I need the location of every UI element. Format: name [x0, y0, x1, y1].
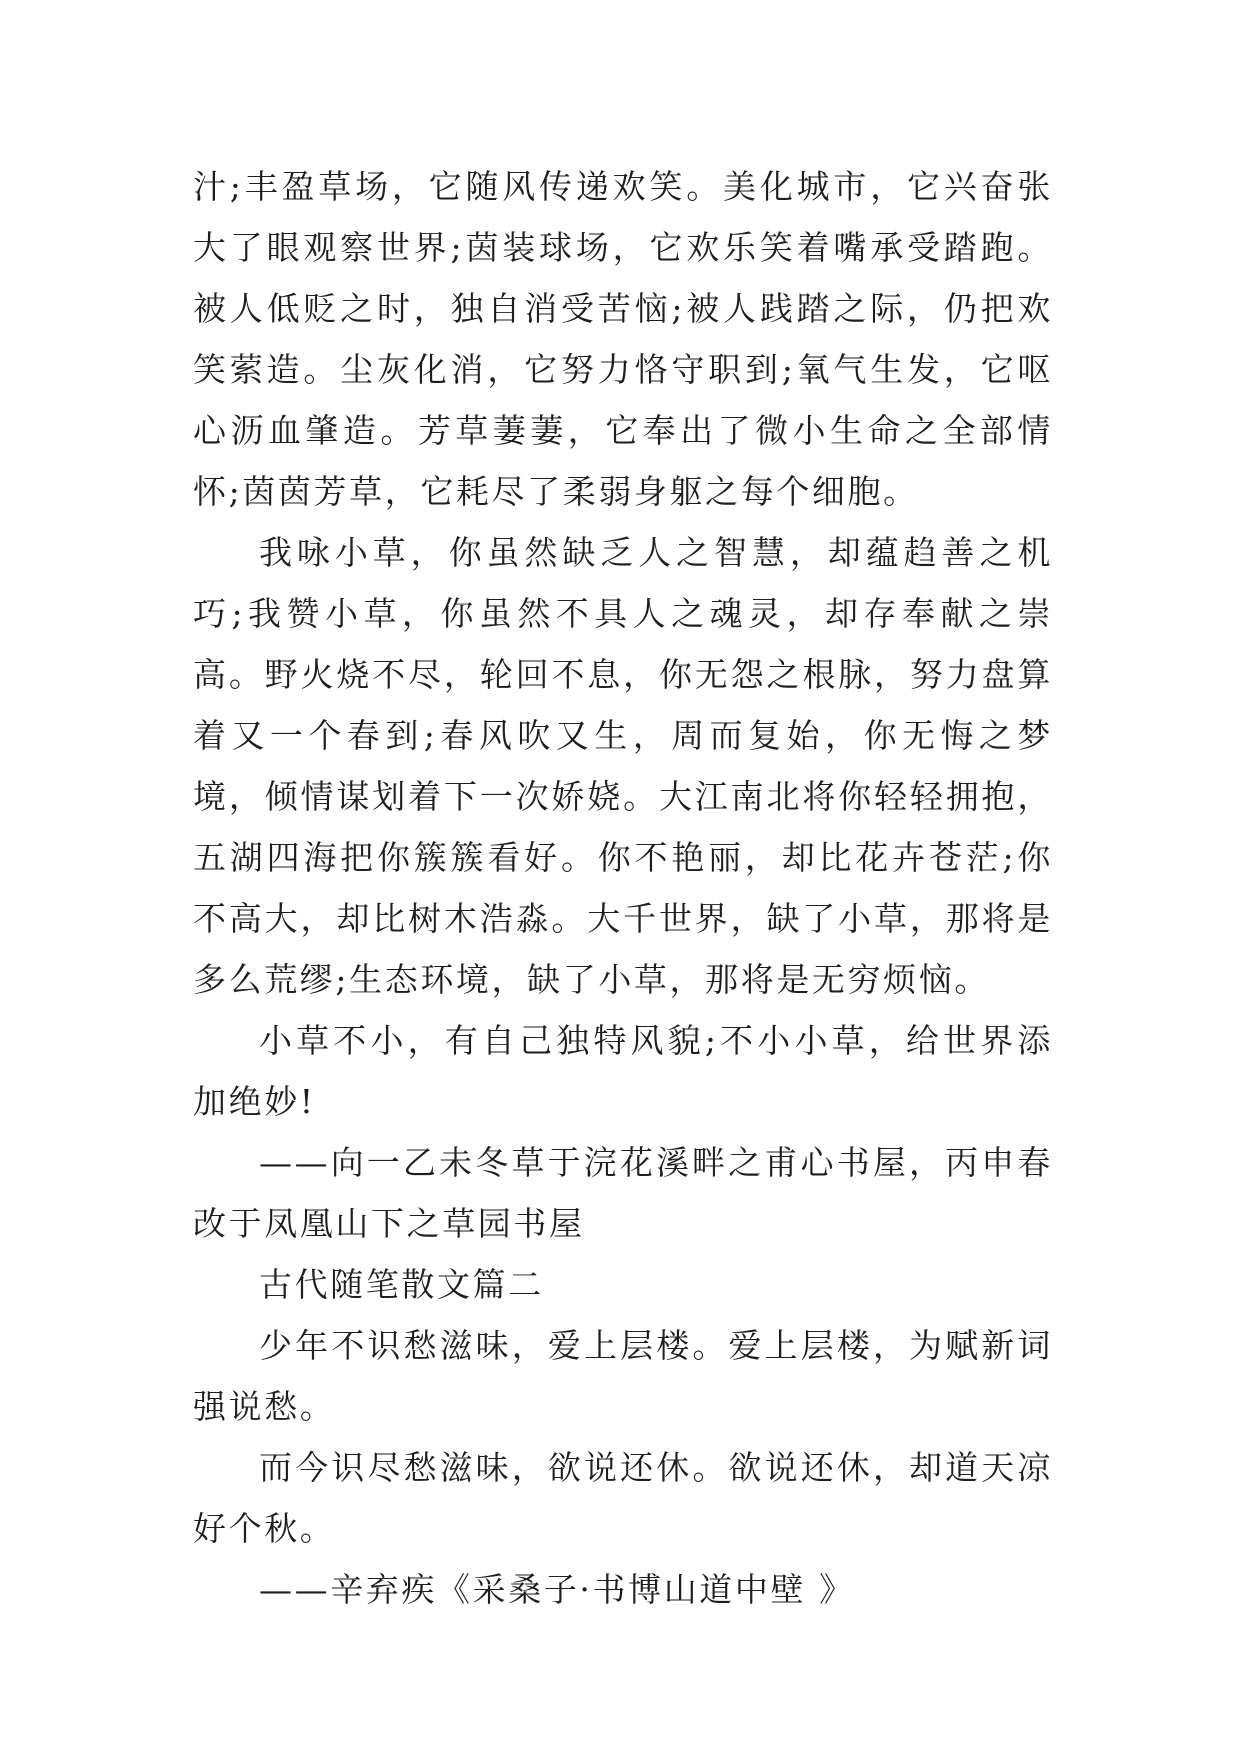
- paragraph-grass-continuation: 汁;丰盈草场，它随风传递欢笑。美化城市，它兴奋张大了眼观察世界;茵装球场，它欢乐笑着嘴承受踏跑。被人低贬之时，独自消受苦恼;被人践踏之际，仍把欢笑萦造。尘灰化消，它努力恪守职到;氧气生发，它呕心沥血肇造。芳草萋萋，它奉出了微小生命之全部情怀;茵茵芳草，它耗尽了柔弱身躯之每个细胞。: [193, 167, 1053, 511]
- poem-stanza-one: 少年不识愁滋味，爱上层楼。爱上层楼，为赋新词强说愁。: [193, 1326, 1053, 1426]
- document-body: [193, 156, 1053, 1620]
- poem-stanza-two: 而今识尽愁滋味，欲说还休。欲说还休，却道天凉好个秋。: [193, 1448, 1053, 1548]
- section-heading-part-two: 古代随笔散文篇二: [259, 1265, 544, 1304]
- paragraph-praise-grass: 我咏小草，你虽然缺乏人之智慧，却蕴趋善之机巧;我赞小草，你虽然不具人之魂灵，却存奉献之崇高。野火烧不尽，轮回不息，你无怨之根脉，努力盘算着又一个春到;春风吹又生，周而复始，你无悔之梦境，倾情谋划着下一次娇娆。大江南北将你轻轻拥抱，五湖四海把你簇簇看好。你不艳丽，却比花卉苍茫;你不高大，却比树木浩淼。大千世界，缺了小草，那将是多么荒缪;生态环境，缺了小草，那将是无穷烦恼。: [193, 533, 1053, 999]
- author-signature-line: ——向一乙未冬草于浣花溪畔之甫心书屋，丙申春改于凤凰山下之草园书屋: [193, 1143, 1053, 1243]
- paragraph-grass-conclusion: 小草不小，有自己独特风貌;不小小草，给世界添加绝妙!: [193, 1021, 1053, 1121]
- poem-attribution: ——辛弃疾《采桑子·书博山道中壁 》: [259, 1570, 855, 1609]
